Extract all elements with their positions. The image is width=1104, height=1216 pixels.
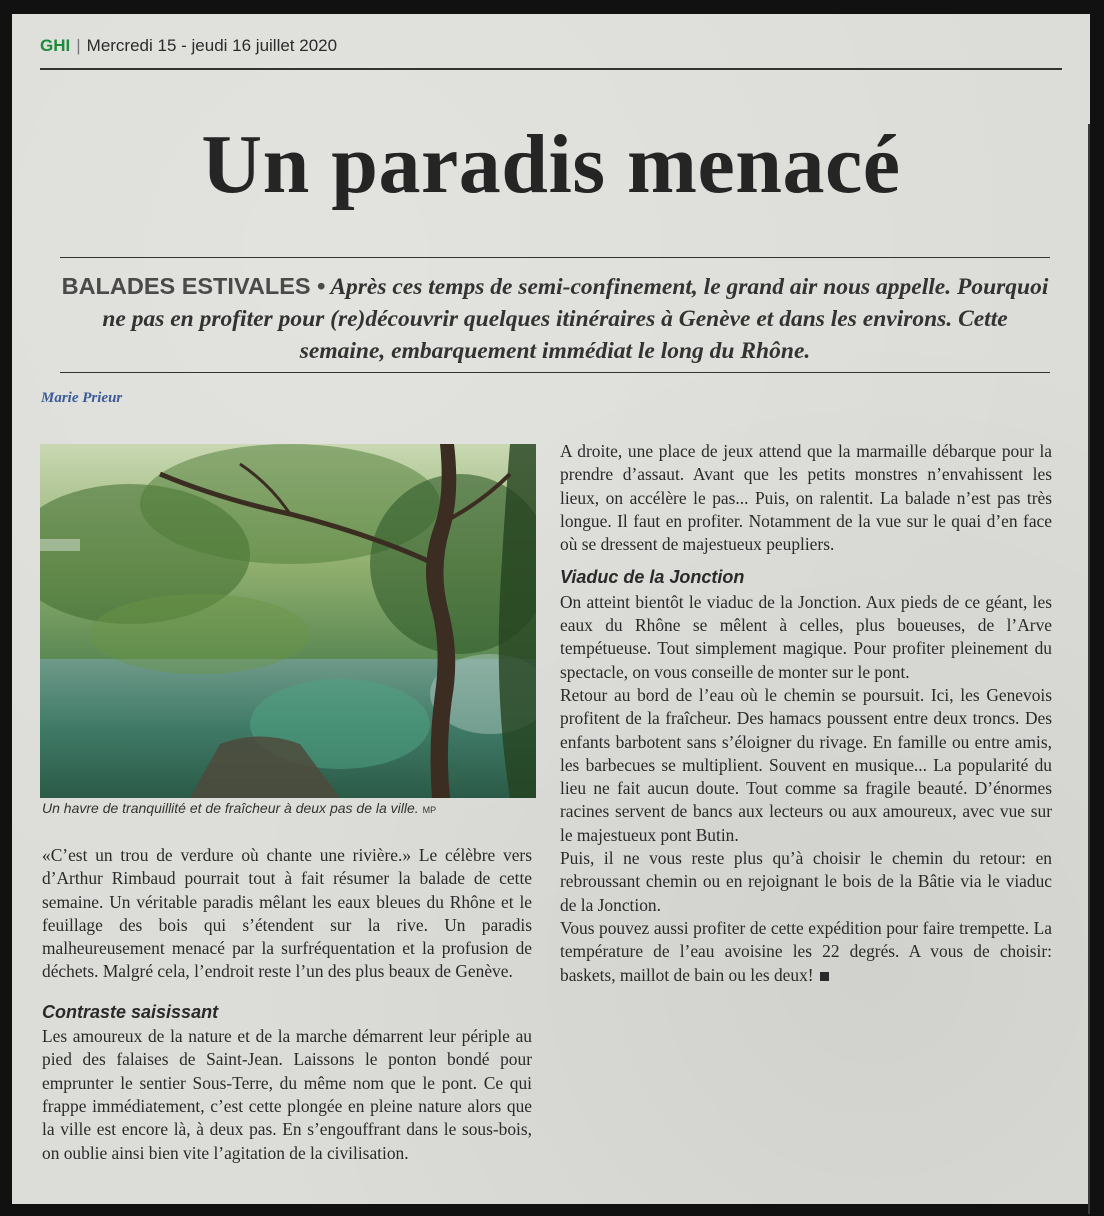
photo-caption bbox=[42, 800, 542, 816]
section2-paragraph-4 bbox=[560, 917, 1052, 987]
caption-text: Un havre de tranquillité et de fraîcheur à deux pas de la ville. bbox=[42, 800, 419, 816]
intro-paragraph: «C’est un trou de verdure où chante une rivière.» Le célèbre vers d’Arthur Rimbaud pourrait tout à fait résumer la balade de cette semaine. Un véritable paradis mêlant les eaux bleues du Rhône et le feuillage des bois qui s’étendent sur la rive. Un paradis malheureusement menacé par la surfréquentation et la profusion de déchets. Malgré cela, l’endroit reste l’un des plus beaux de Genève. bbox=[42, 845, 532, 982]
lead-top-rule bbox=[60, 257, 1050, 258]
photo-credit: MP bbox=[422, 805, 437, 815]
lead-paragraph bbox=[60, 270, 1050, 367]
section1-paragraph-1: Les amoureux de la nature et de la marche démarrent leur périple au pied des falaises de Saint-Jean. Laissons le ponton bondé pour emprunter le sentier Sous-Terre, du même nom que le pont. Ce qui frappe immédiatement, c’est cette plongée en pleine nature alors que la ville est encore là, à deux pas. En s’engouffrant dans le sous-bois, on oublie ainsi bien vite l’agitation de la civilisation. bbox=[42, 1026, 532, 1163]
header-separator: | bbox=[76, 36, 81, 55]
lead-kicker: BALADES ESTIVALES • bbox=[61, 273, 326, 299]
subhead-viaduc: Viaduc de la Jonction bbox=[560, 567, 745, 588]
section1-paragraph-2: A droite, une place de jeux attend que la marmaille débarque pour la prendre d’assaut. Avant que les petits monstres n’envahissent les lieux, on accélère le pas... Puis, on ralentit. La balade n’est pas très longue. Il faut en profiter. Notamment de la vue sur le quai d’en face où se dressent de majestueux peupliers. bbox=[560, 441, 1052, 555]
article-column-left bbox=[42, 844, 532, 1165]
end-mark-icon bbox=[820, 972, 829, 981]
headline: Un paradis menacé bbox=[201, 118, 901, 211]
closing-text: Vous pouvez aussi profiter de cette expédition pour faire trempette. La température de l’eau avoisine les 22 degrés. A vous de choisir: baskets, maillot de bain ou les deux! bbox=[560, 917, 1052, 985]
lead-text: Après ces temps de semi-confinement, le grand air nous appelle. Pourquoi ne pas en profiter pour (re)découvrir quelques itinéraires à Genève et dans les environs. Cette semaine, embarquement immédiat le long du Rhône. bbox=[102, 274, 1049, 364]
river-tree-photo bbox=[40, 444, 536, 798]
section2-paragraph-1: On atteint bientôt le viaduc de la Jonction. Aux pieds de ce géant, les eaux du Rhône se mêlent à celles, plus boueuses, de l’Arve tempétueuse. Tout simplement magique. Pour profiter pleinement du spectacle, on vous conseille de monter sur le pont. bbox=[560, 591, 1052, 682]
section2-paragraph-3: Puis, il ne vous reste plus qu’à choisir le chemin du retour: en rebroussant chemin ou en rejoignant le bois de la Bâtie via le viaduc de la Jonction. bbox=[560, 848, 1052, 915]
page-header bbox=[40, 36, 337, 56]
clipping-edge bbox=[1088, 124, 1090, 1214]
newspaper-logo: GHI bbox=[40, 36, 71, 55]
lead-bottom-rule bbox=[60, 372, 1050, 373]
section2-paragraph-2: Retour au bord de l’eau où le chemin se poursuit. Ici, les Genevois profitent de la fraîcheur. Des hamacs poussent entre deux troncs. Des enfants barbotent sans s’éloigner du rivage. En famille ou entre amis, les barbecues se multiplient. Souvent en musique... La popularité du lieu ne fait aucun doute. Tout comme sa fragile beauté. D’énormes racines servent de bancs aux lecteurs ou aux amoureux, avec vue sur le majestueux pont Butin. bbox=[560, 684, 1052, 845]
newspaper-clipping bbox=[12, 14, 1090, 1204]
author-byline: Marie Prieur bbox=[41, 390, 123, 406]
header-rule bbox=[40, 68, 1062, 70]
article-column-right bbox=[560, 440, 1052, 987]
issue-date: Mercredi 15 - jeudi 16 juillet 2020 bbox=[86, 36, 338, 55]
subhead-contraste: Contraste saisissant bbox=[42, 1001, 219, 1022]
